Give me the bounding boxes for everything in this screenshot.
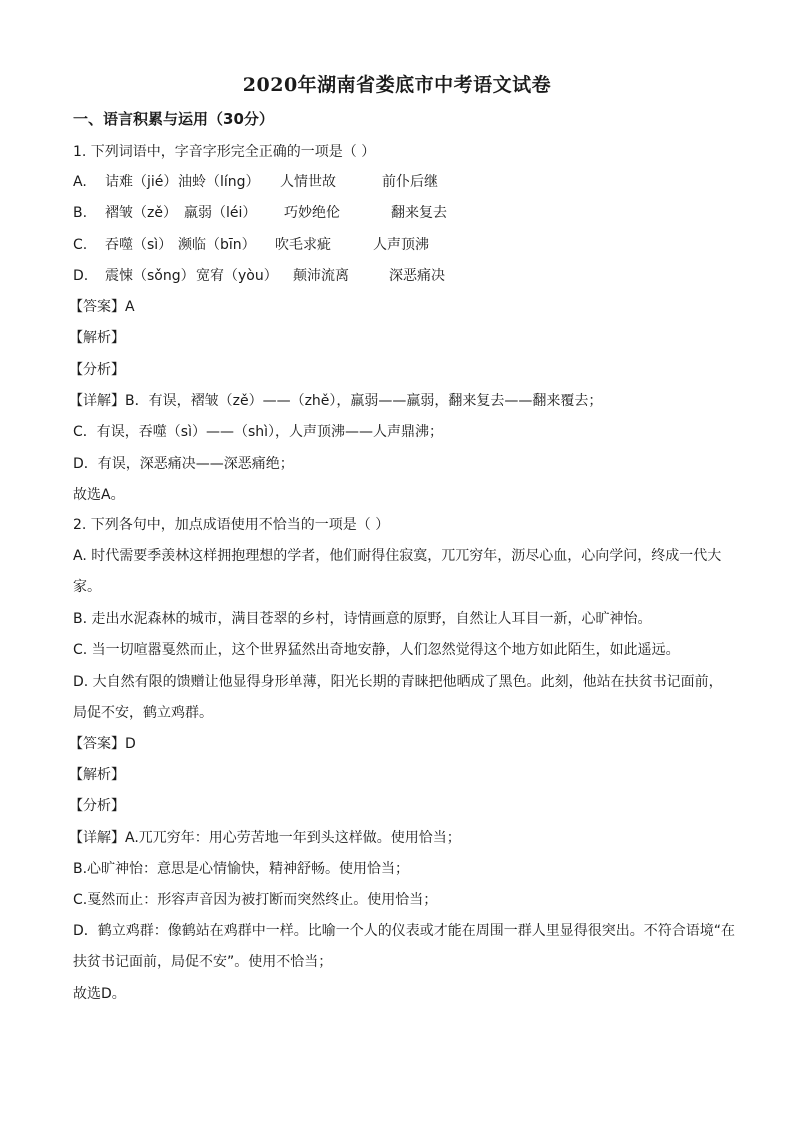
q2-jiexi: 【解析】 xyxy=(69,767,125,783)
q2-answer: 【答案】D xyxy=(69,736,136,752)
q2-option-d: D. 大自然有限的馈赠让他显得身形单薄，阳光长期的青睐把他晒成了黑色。此刻，他站在扶贫书记面前， xyxy=(73,674,723,690)
option-label: C. xyxy=(73,237,88,253)
option-item: 褶皱（zě） xyxy=(105,205,177,221)
q1-option-c xyxy=(73,235,429,255)
option-item: 震悚（sǒng） xyxy=(105,268,195,284)
q2-stem: 2. 下列各句中，加点成语使用不恰当的一项是（ ） xyxy=(73,517,390,533)
q2-fenxi: 【分析】 xyxy=(69,798,125,814)
option-item: 颠沛流离 xyxy=(293,268,349,284)
q2-option-d-cont: 局促不安，鹤立鸡群。 xyxy=(73,705,213,721)
q2-option-b: B. 走出水泥森林的城市，满目苍翠的乡村，诗情画意的原野，自然让人耳目一新，心旷神怡。 xyxy=(73,611,652,627)
option-item: 吹毛求疵 xyxy=(275,237,331,253)
option-label: D. xyxy=(73,268,89,284)
option-item: 前仆后继 xyxy=(382,174,438,190)
q1-stem: 1. 下列词语中，字音字形完全正确的一项是（ ） xyxy=(73,144,376,160)
q1-detail-line: C．有误，吞噬（sì）——（shì），人声顶沸——人声鼎沸； xyxy=(73,424,444,440)
q2-option-c: C. 当一切喧嚣戛然而止，这个世界猛然出奇地安静，人们忽然觉得这个地方如此陌生，如此遥远。 xyxy=(73,642,680,658)
option-item: 人声顶沸 xyxy=(373,237,429,253)
q1-jiexi: 【解析】 xyxy=(69,330,125,346)
option-item: 人情世故 xyxy=(280,174,336,190)
option-item: 翻来复去 xyxy=(391,205,447,221)
q2-detail-line: 故选D。 xyxy=(73,986,126,1002)
option-label: A. xyxy=(73,174,87,190)
q2-detail-line: 扶贫书记面前，局促不安”。使用不恰当； xyxy=(73,954,333,970)
option-item: 巧妙绝伦 xyxy=(284,205,340,221)
q2-detail-line: D．鹤立鸡群：像鹤站在鸡群中一样。比喻一个人的仪表或才能在周围一群人里显得很突出。不符合语境“在 xyxy=(73,923,736,939)
q2-detail-line: C.戛然而止：形容声音因为被打断而突然终止。使用恰当； xyxy=(73,892,438,908)
option-label: B. xyxy=(73,205,88,221)
q2-option-a: A. 时代需要季羡林这样拥抱理想的学者，他们耐得住寂寞，兀兀穷年，沥尽心血，心向学问，终成一代大 xyxy=(73,548,722,564)
option-item: 濒临（bīn） xyxy=(178,237,256,253)
q1-option-a xyxy=(73,172,438,192)
q2-option-a-cont: 家。 xyxy=(73,579,101,595)
q1-detail-line: 故选A。 xyxy=(73,487,125,503)
q1-answer: 【答案】A xyxy=(69,299,135,315)
q1-fenxi: 【分析】 xyxy=(69,362,125,378)
option-item: 吞噬（sì） xyxy=(105,237,173,253)
page-title: 2020年湖南省娄底市中考语文试卷 xyxy=(242,74,552,96)
option-item: 油蛉（líng） xyxy=(178,174,260,190)
q1-option-d xyxy=(73,266,445,286)
section-heading: 一、语言积累与运用（30分） xyxy=(73,110,274,128)
q1-detail-line: D．有误，深恶痛决——深恶痛绝； xyxy=(73,456,294,472)
q2-detail-line: 【详解】A.兀兀穷年：用心劳苦地一年到头这样做。使用恰当； xyxy=(69,830,461,846)
option-item: 羸弱（léi） xyxy=(184,205,257,221)
option-item: 深恶痛决 xyxy=(389,268,445,284)
option-item: 宽宥（yòu） xyxy=(196,268,278,284)
q2-detail-line: B.心旷神怡：意思是心情愉快，精神舒畅。使用恰当； xyxy=(73,861,410,877)
q1-detail-line: 【详解】B．有误，褶皱（zě）——（zhě），羸弱——羸弱，翻来复去——翻来覆去； xyxy=(69,393,603,409)
q1-option-b xyxy=(73,203,447,223)
option-item: 诘难（jié） xyxy=(105,174,178,190)
